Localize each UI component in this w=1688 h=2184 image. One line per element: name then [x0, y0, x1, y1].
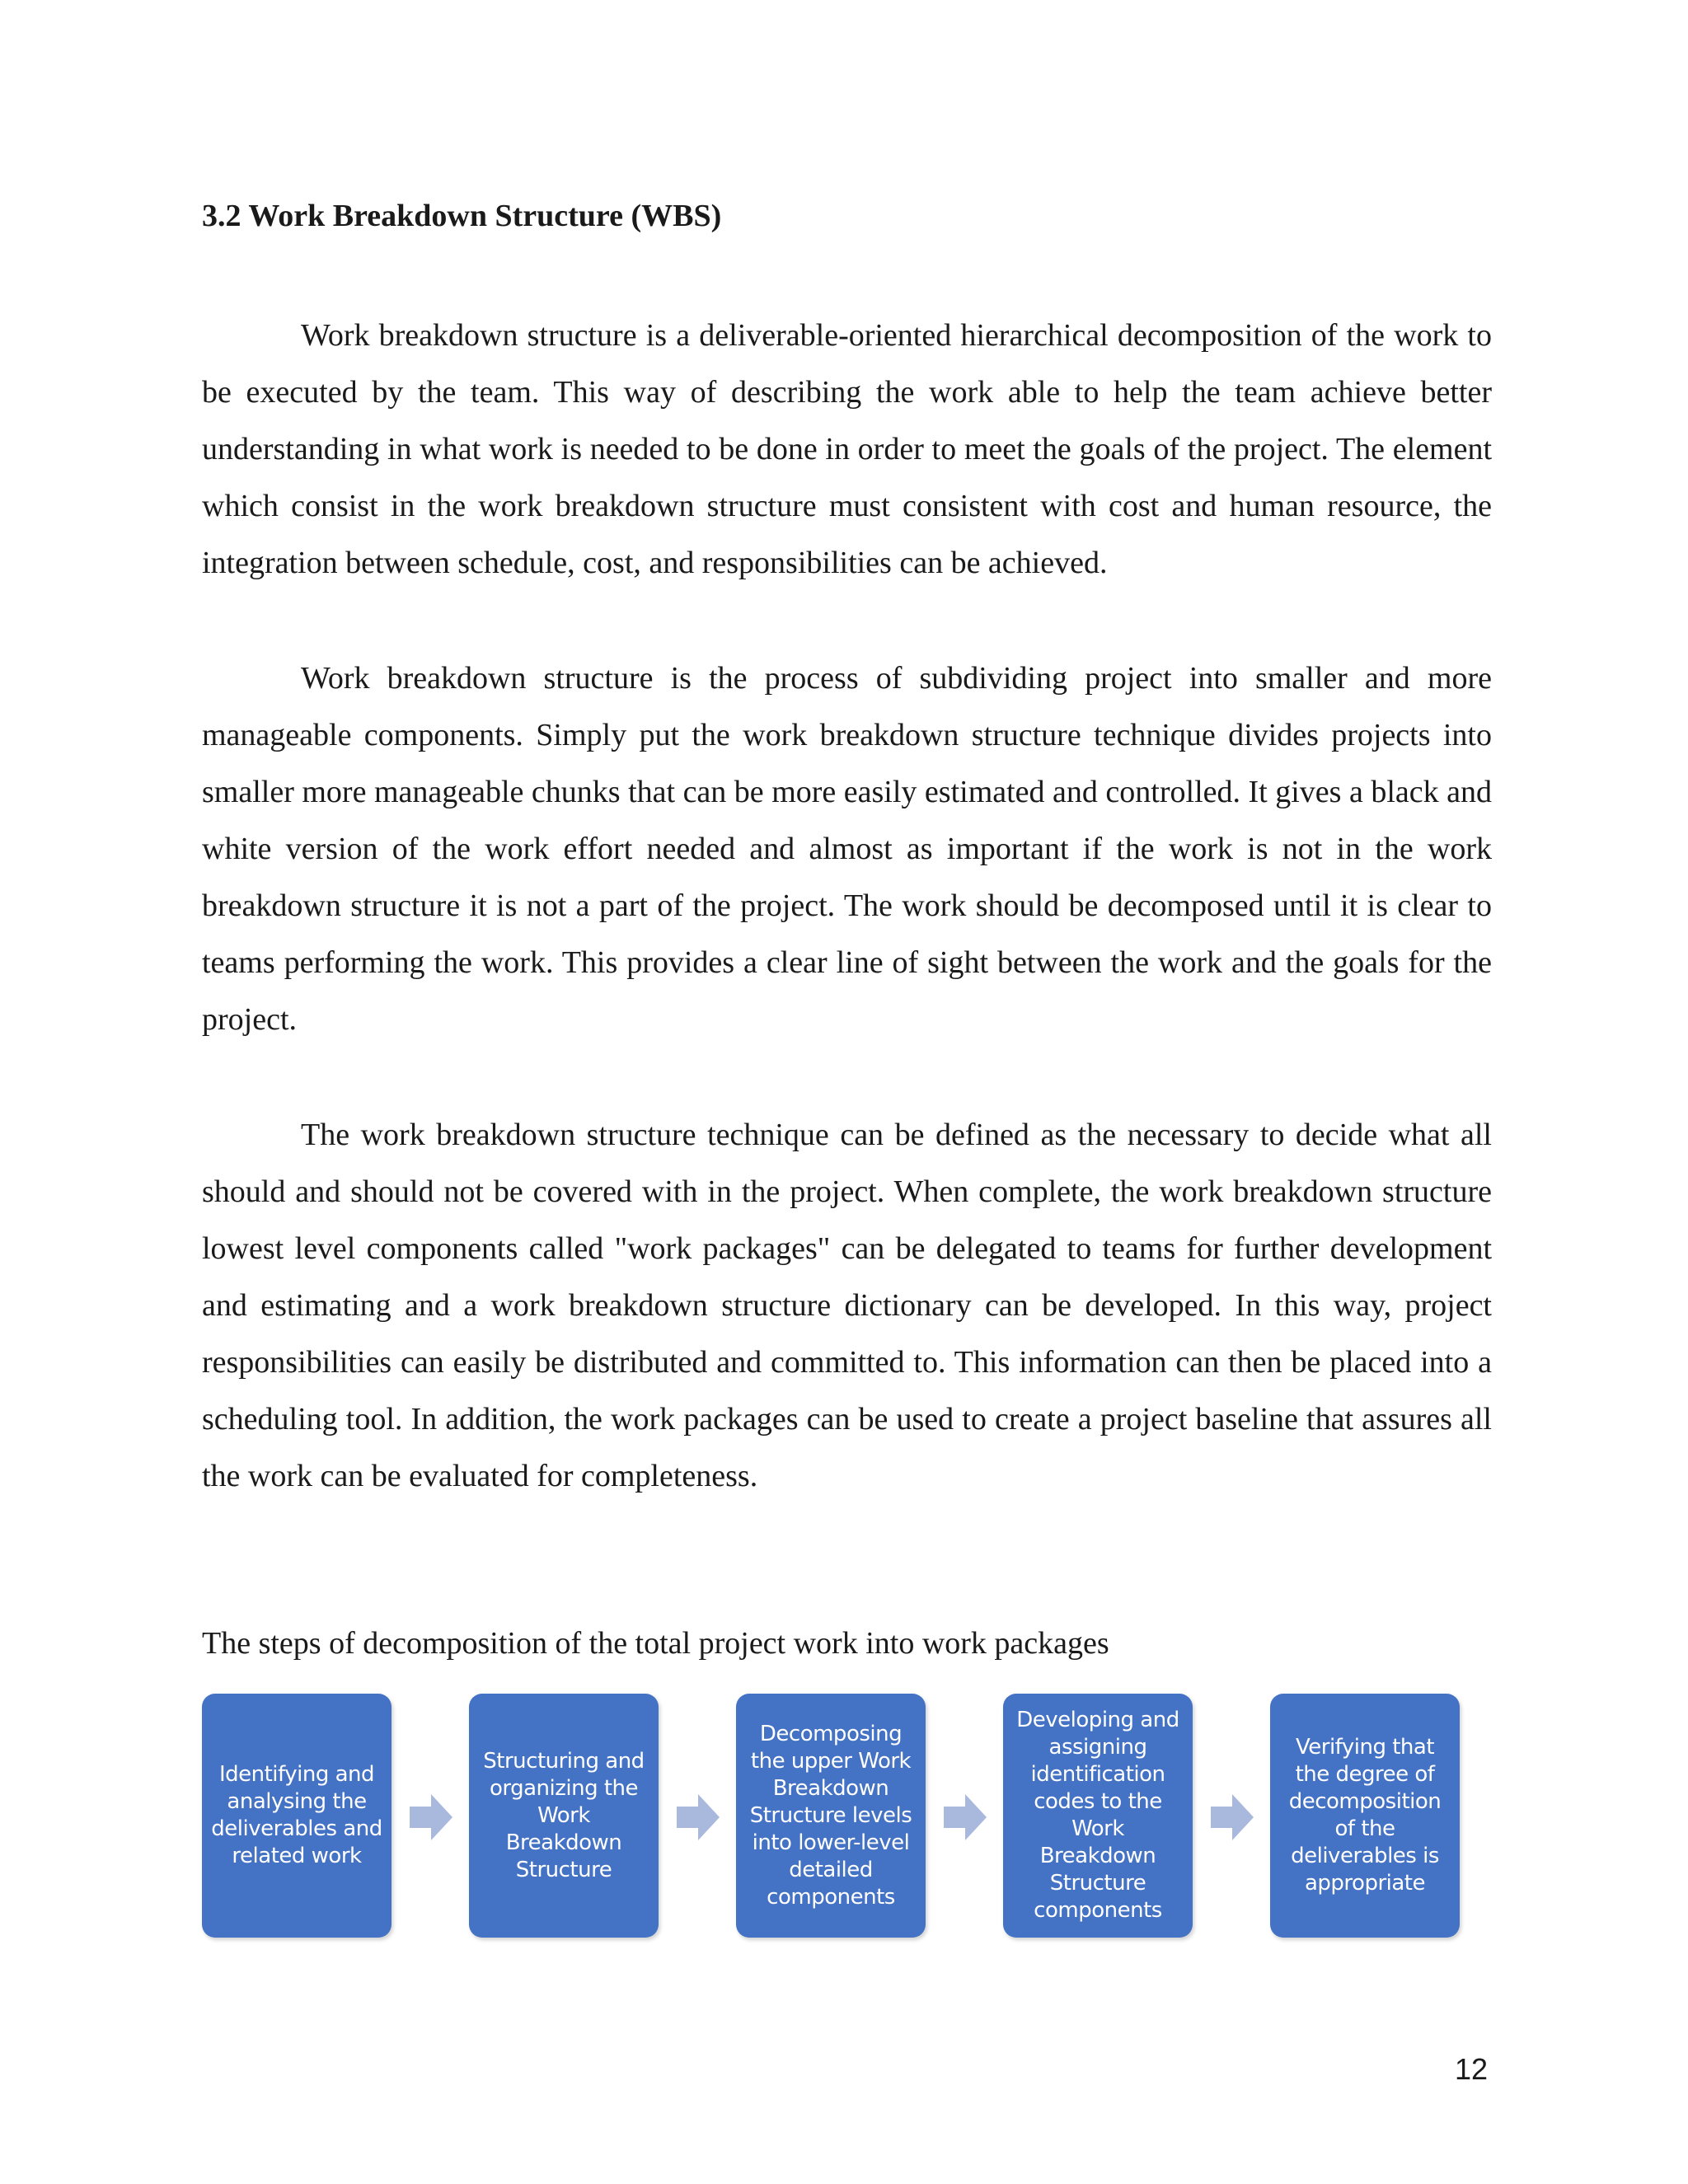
process-step-label: Identifying and analysing the deliverables and related work: [211, 1762, 382, 1868]
process-flow-diagram: [202, 1694, 1459, 1939]
body-paragraph: Work breakdown structure is the process of subdividing project into smaller and more manageable components. Simply put the work breakdown structure technique divides projects into smaller more manageable chunks that can be more easily estimated and controlled. It gives a black and white version of the work effort needed and almost as important if the work is not in the work breakdown structure it is not a part of the project. The work should be decomposed until it is clear to teams performing the work. This provides a clear line of sight between the work and the goals for the project.: [202, 661, 1492, 1037]
right-arrow-icon: [677, 1794, 720, 1840]
body-paragraph: The work breakdown structure technique can be defined as the necessary to decide what all should and should not be covered with in the project. When complete, the work breakdown structure lowest level components called "work packages" can be delegated to teams for further development and estimating and a work breakdown structure dictionary can be developed. In this way, project responsibilities can easily be distributed and committed to. This information can then be placed into a scheduling tool. In addition, the work packages can be used to create a project baseline that assures all the work can be evaluated for completeness.: [202, 1118, 1492, 1493]
right-arrow-icon: [944, 1794, 987, 1840]
right-arrow-icon: [410, 1794, 452, 1840]
process-step-box: [469, 1694, 659, 1938]
section-heading: 3.2 Work Breakdown Structure (WBS): [202, 199, 722, 233]
process-step-box: [1270, 1694, 1460, 1938]
right-arrow-icon: [1211, 1794, 1254, 1840]
process-step-box: [736, 1694, 926, 1938]
page-number: 12: [1455, 2052, 1489, 2086]
diagram-caption: The steps of decomposition of the total project work into work packages: [202, 1626, 1109, 1661]
process-step-box: [202, 1694, 392, 1938]
process-step-label: Structuring and organizing the Work Breakdown Structure: [483, 1748, 645, 1882]
process-step-label: Developing and assigning identification codes to the Work Breakdown Structure components: [1016, 1708, 1179, 1923]
process-step-label: Verifying that the degree of decomposition of the deliverables is appropriate: [1288, 1735, 1442, 1896]
body-paragraph: Work breakdown structure is a deliverable-oriented hierarchical decomposition of the work to be executed by the team. This way of describing the work able to help the team achieve better understanding in what work is needed to be done in order to meet the goals of the project. The element which consist in the work breakdown structure must consistent with cost and human resource, the integration between schedule, cost, and responsibilities can be achieved.: [202, 318, 1492, 580]
process-step-label: Decomposing the upper Work Breakdown Structure levels into lower-level detailed components: [749, 1721, 912, 1910]
process-step-box: [1003, 1694, 1193, 1938]
